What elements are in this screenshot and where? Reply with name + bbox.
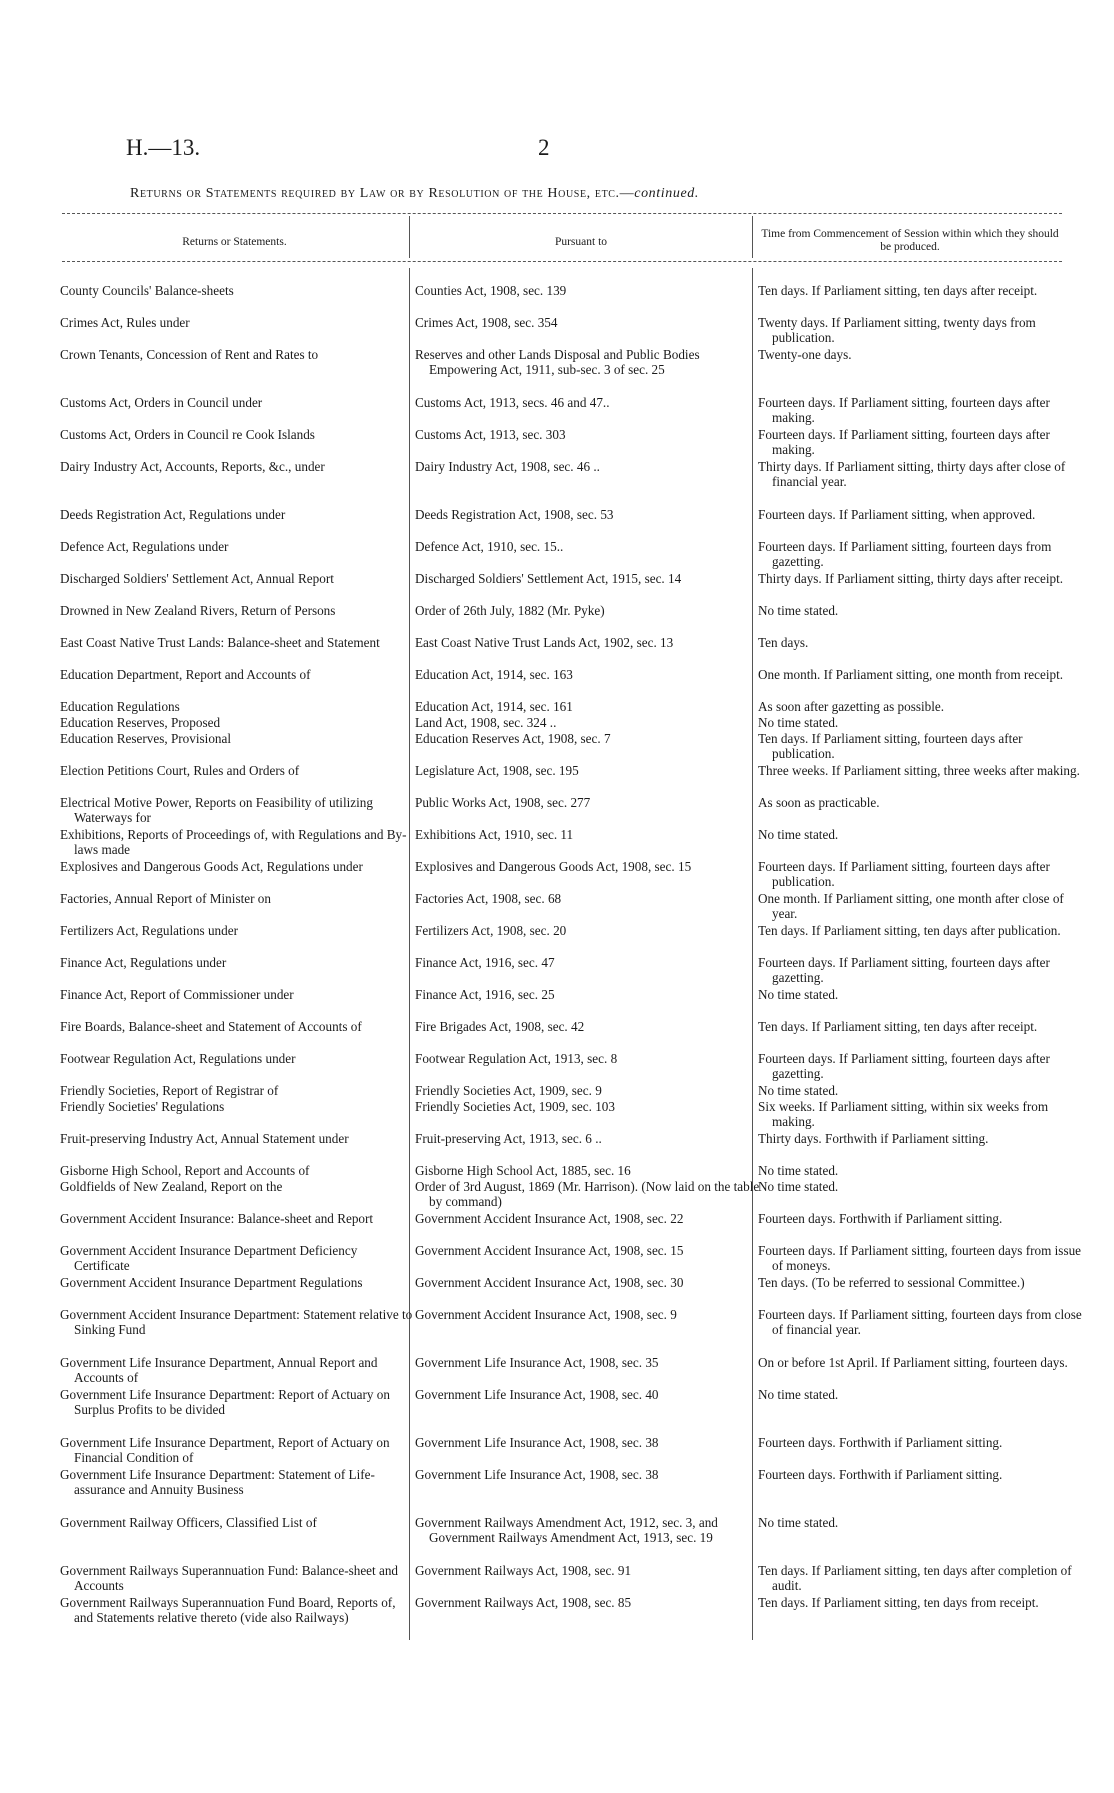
returns-cell bbox=[60, 635, 416, 650]
pursuant-cell bbox=[415, 795, 760, 810]
time-cell bbox=[758, 1131, 1084, 1146]
returns-cell-text: Defence Act, Regulations under bbox=[60, 539, 229, 554]
pursuant-cell-text: Order of 3rd August, 1869 (Mr. Harrison). (Now laid on the table by command) bbox=[415, 1179, 760, 1210]
time-cell-text: As soon as practicable. bbox=[758, 795, 880, 810]
pursuant-cell-text: Fire Brigades Act, 1908, sec. 42 bbox=[415, 1019, 585, 1034]
time-cell bbox=[758, 715, 1084, 730]
time-cell-text: Fourteen days. Forthwith if Parliament sitting. bbox=[758, 1435, 1003, 1450]
pursuant-cell-text: Finance Act, 1916, sec. 25 bbox=[415, 987, 555, 1002]
time-cell-text: Ten days. If Parliament sitting, ten days after receipt. bbox=[758, 1019, 1038, 1034]
time-cell-text: Twenty days. If Parliament sitting, twenty days from publication. bbox=[758, 315, 1036, 346]
time-cell-text: Fourteen days. If Parliament sitting, fourteen days after gazetting. bbox=[758, 1051, 1050, 1082]
pursuant-cell bbox=[415, 1355, 760, 1370]
pursuant-cell-text: Dairy Industry Act, 1908, sec. 46 .. bbox=[415, 459, 600, 474]
returns-cell-text: Election Petitions Court, Rules and Orders of bbox=[60, 763, 300, 778]
time-cell-text: Fourteen days. If Parliament sitting, fourteen days from gazetting. bbox=[758, 539, 1052, 570]
returns-cell bbox=[60, 923, 416, 938]
pursuant-cell bbox=[415, 1307, 760, 1322]
pursuant-cell bbox=[415, 1563, 760, 1578]
time-cell-text: No time stated. bbox=[758, 827, 839, 842]
returns-cell bbox=[60, 395, 416, 410]
pursuant-cell bbox=[415, 1163, 760, 1178]
returns-cell-text: Government Life Insurance Department, Annual Report and Accounts of bbox=[60, 1355, 378, 1386]
pursuant-cell bbox=[415, 507, 760, 522]
time-cell-text: Fourteen days. If Parliament sitting, fourteen days after gazetting. bbox=[758, 955, 1050, 986]
returns-cell bbox=[60, 1307, 416, 1338]
pursuant-cell bbox=[415, 1019, 760, 1034]
pursuant-cell-text: Public Works Act, 1908, sec. 277 bbox=[415, 795, 591, 810]
column-divider bbox=[409, 216, 410, 258]
page-title bbox=[130, 186, 699, 202]
time-cell bbox=[758, 859, 1084, 890]
time-cell-text: One month. If Parliament sitting, one month from receipt. bbox=[758, 667, 1064, 682]
pursuant-cell-text: Fertilizers Act, 1908, sec. 20 bbox=[415, 923, 567, 938]
pursuant-cell-text: Government Accident Insurance Act, 1908, sec. 15 bbox=[415, 1243, 684, 1258]
time-cell bbox=[758, 923, 1084, 938]
time-cell-text: As soon after gazetting as possible. bbox=[758, 699, 945, 714]
time-cell-text: Thirty days. If Parliament sitting, thirty days after close of financial year. bbox=[758, 459, 1066, 490]
pursuant-cell bbox=[415, 667, 760, 682]
returns-cell bbox=[60, 827, 416, 858]
pursuant-cell-text: Education Act, 1914, sec. 163 bbox=[415, 667, 573, 682]
pursuant-cell bbox=[415, 283, 760, 298]
returns-cell bbox=[60, 1563, 416, 1594]
pursuant-cell-text: Footwear Regulation Act, 1913, sec. 8 bbox=[415, 1051, 618, 1066]
time-cell-text: Fourteen days. Forthwith if Parliament sitting. bbox=[758, 1467, 1003, 1482]
pursuant-cell bbox=[415, 731, 760, 746]
document-reference: H.—13. bbox=[126, 135, 201, 160]
returns-cell-text: Government Railways Superannuation Fund Board, Reports of, and Statements relative thereto (vide also Railways) bbox=[60, 1595, 396, 1626]
pursuant-cell-text: Gisborne High School Act, 1885, sec. 16 bbox=[415, 1163, 631, 1178]
time-cell bbox=[758, 1163, 1084, 1178]
time-cell-text: Fourteen days. If Parliament sitting, fourteen days after making. bbox=[758, 427, 1050, 458]
returns-cell-text: East Coast Native Trust Lands: Balance-sheet and Statement bbox=[60, 635, 380, 650]
pursuant-cell-text: Exhibitions Act, 1910, sec. 11 bbox=[415, 827, 574, 842]
returns-cell-text: Education Reserves, Proposed bbox=[60, 715, 221, 730]
returns-cell-text: Fertilizers Act, Regulations under bbox=[60, 923, 238, 938]
returns-cell-text: Electrical Motive Power, Reports on Feasibility of utilizing Waterways for bbox=[60, 795, 373, 826]
time-cell bbox=[758, 1387, 1084, 1402]
returns-cell bbox=[60, 1083, 416, 1098]
returns-cell bbox=[60, 1275, 416, 1290]
returns-cell-text: Discharged Soldiers' Settlement Act, Annual Report bbox=[60, 571, 334, 586]
returns-cell bbox=[60, 1019, 416, 1034]
time-cell-text: No time stated. bbox=[758, 603, 839, 618]
time-cell bbox=[758, 1275, 1084, 1290]
returns-cell bbox=[60, 859, 416, 874]
returns-cell bbox=[60, 1467, 416, 1498]
time-cell-text: Fourteen days. Forthwith if Parliament sitting. bbox=[758, 1211, 1003, 1226]
time-cell bbox=[758, 1563, 1084, 1594]
pursuant-cell-text: Defence Act, 1910, sec. 15.. bbox=[415, 539, 564, 554]
returns-cell-text: Exhibitions, Reports of Proceedings of, with Regulations and By-laws made bbox=[60, 827, 407, 858]
pursuant-cell bbox=[415, 1275, 760, 1290]
time-cell bbox=[758, 1435, 1084, 1450]
returns-cell-text: Education Regulations bbox=[60, 699, 180, 714]
time-cell bbox=[758, 1099, 1084, 1130]
time-cell bbox=[758, 283, 1084, 298]
returns-cell bbox=[60, 1179, 416, 1194]
pursuant-cell-text: Government Accident Insurance Act, 1908, sec. 9 bbox=[415, 1307, 677, 1322]
header-top-rule bbox=[62, 213, 1062, 214]
returns-cell bbox=[60, 283, 416, 298]
pursuant-cell bbox=[415, 1387, 760, 1402]
time-cell bbox=[758, 1179, 1084, 1194]
returns-cell-text: Education Reserves, Provisional bbox=[60, 731, 232, 746]
pursuant-cell-text: Government Railways Act, 1908, sec. 85 bbox=[415, 1595, 632, 1610]
returns-cell bbox=[60, 1387, 416, 1418]
time-cell bbox=[758, 395, 1084, 426]
column-divider bbox=[752, 216, 753, 258]
pursuant-cell bbox=[415, 635, 760, 650]
time-cell bbox=[758, 699, 1084, 714]
time-cell bbox=[758, 1355, 1084, 1370]
pursuant-cell bbox=[415, 571, 760, 586]
pursuant-cell-text: Explosives and Dangerous Goods Act, 1908, sec. 15 bbox=[415, 859, 692, 874]
time-cell bbox=[758, 1211, 1084, 1226]
time-cell-text: Thirty days. If Parliament sitting, thirty days after receipt. bbox=[758, 571, 1064, 586]
returns-cell-text: Fruit-preserving Industry Act, Annual Statement under bbox=[60, 1131, 349, 1146]
title-text: Returns or Statements required by Law or by Resolution of the House, etc.— bbox=[130, 186, 635, 201]
time-cell-text: No time stated. bbox=[758, 1163, 839, 1178]
returns-cell-text: Education Department, Report and Accounts of bbox=[60, 667, 311, 682]
returns-cell-text: Customs Act, Orders in Council under bbox=[60, 395, 263, 410]
time-cell bbox=[758, 347, 1084, 362]
pursuant-cell-text: Crimes Act, 1908, sec. 354 bbox=[415, 315, 558, 330]
returns-cell bbox=[60, 955, 416, 970]
pursuant-cell-text: Government Accident Insurance Act, 1908, sec. 30 bbox=[415, 1275, 684, 1290]
returns-cell bbox=[60, 1355, 416, 1386]
returns-cell bbox=[60, 539, 416, 554]
time-cell bbox=[758, 763, 1084, 778]
time-cell-text: Twenty-one days. bbox=[758, 347, 852, 362]
time-cell-text: Three weeks. If Parliament sitting, three weeks after making. bbox=[758, 763, 1080, 778]
pursuant-cell-text: Factories Act, 1908, sec. 68 bbox=[415, 891, 562, 906]
returns-cell-text: Government Accident Insurance: Balance-sheet and Report bbox=[60, 1211, 374, 1226]
returns-cell-text: Crimes Act, Rules under bbox=[60, 315, 190, 330]
returns-cell-text: Crown Tenants, Concession of Rent and Rates to bbox=[60, 347, 319, 362]
returns-cell bbox=[60, 715, 416, 730]
returns-cell-text: Footwear Regulation Act, Regulations under bbox=[60, 1051, 296, 1066]
time-cell-text: No time stated. bbox=[758, 1083, 839, 1098]
returns-cell-text: Explosives and Dangerous Goods Act, Regulations under bbox=[60, 859, 363, 874]
pursuant-cell bbox=[415, 395, 760, 410]
pursuant-cell bbox=[415, 955, 760, 970]
pursuant-cell bbox=[415, 1099, 760, 1114]
returns-cell bbox=[60, 571, 416, 586]
returns-cell-text: Government Railway Officers, Classified List of bbox=[60, 1515, 317, 1530]
time-cell bbox=[758, 667, 1084, 682]
pursuant-cell bbox=[415, 315, 760, 330]
returns-cell-text: Customs Act, Orders in Council re Cook Islands bbox=[60, 427, 315, 442]
time-cell-text: Ten days. (To be referred to sessional Committee.) bbox=[758, 1275, 1025, 1290]
pursuant-cell bbox=[415, 699, 760, 714]
returns-cell bbox=[60, 667, 416, 682]
time-cell bbox=[758, 603, 1084, 618]
time-cell bbox=[758, 507, 1084, 522]
time-cell bbox=[758, 1467, 1084, 1482]
pursuant-cell bbox=[415, 1083, 760, 1098]
pursuant-cell-text: East Coast Native Trust Lands Act, 1902, sec. 13 bbox=[415, 635, 674, 650]
time-cell bbox=[758, 1515, 1084, 1530]
returns-cell bbox=[60, 763, 416, 778]
time-cell-text: No time stated. bbox=[758, 1387, 839, 1402]
returns-cell-text: Gisborne High School, Report and Accounts of bbox=[60, 1163, 310, 1178]
pursuant-cell bbox=[415, 1179, 760, 1210]
pursuant-cell bbox=[415, 1243, 760, 1258]
time-cell-text: Ten days. If Parliament sitting, ten days after publication. bbox=[758, 923, 1061, 938]
time-cell bbox=[758, 635, 1084, 650]
pursuant-cell-text: Deeds Registration Act, 1908, sec. 53 bbox=[415, 507, 614, 522]
time-cell bbox=[758, 1083, 1084, 1098]
column-header-pursuant: Pursuant to bbox=[554, 236, 608, 248]
pursuant-cell bbox=[415, 923, 760, 938]
title-continued: continued. bbox=[634, 186, 699, 201]
pursuant-cell-text: Legislature Act, 1908, sec. 195 bbox=[415, 763, 579, 778]
time-cell-text: Ten days. If Parliament sitting, ten days after completion of audit. bbox=[758, 1563, 1072, 1594]
time-cell-text: Fourteen days. If Parliament sitting, fourteen days after making. bbox=[758, 395, 1050, 426]
time-cell bbox=[758, 1243, 1084, 1274]
returns-cell-text: Dairy Industry Act, Accounts, Reports, &c., under bbox=[60, 459, 325, 474]
time-cell bbox=[758, 827, 1084, 842]
returns-cell bbox=[60, 1099, 416, 1114]
returns-cell-text: Drowned in New Zealand Rivers, Return of Persons bbox=[60, 603, 336, 618]
pursuant-cell bbox=[415, 859, 760, 874]
time-cell-text: Ten days. If Parliament sitting, ten days from receipt. bbox=[758, 1595, 1039, 1610]
returns-cell bbox=[60, 1163, 416, 1178]
pursuant-cell-text: Reserves and other Lands Disposal and Public Bodies Empowering Act, 1911, sub-sec. 3 of sec. 25 bbox=[415, 347, 700, 378]
time-cell-text: No time stated. bbox=[758, 715, 839, 730]
time-cell bbox=[758, 1595, 1084, 1610]
returns-cell bbox=[60, 1243, 416, 1274]
returns-cell-text: Government Life Insurance Department: Report of Actuary on Surplus Profits to be divided bbox=[60, 1387, 390, 1418]
time-cell bbox=[758, 571, 1084, 586]
returns-cell bbox=[60, 1515, 416, 1530]
returns-cell-text: Government Railways Superannuation Fund: Balance-sheet and Accounts bbox=[60, 1563, 399, 1594]
pursuant-cell-text: Counties Act, 1908, sec. 139 bbox=[415, 283, 567, 298]
pursuant-cell-text: Government Life Insurance Act, 1908, sec. 38 bbox=[415, 1467, 659, 1482]
time-cell bbox=[758, 955, 1084, 986]
pursuant-cell-text: Government Railways Act, 1908, sec. 91 bbox=[415, 1563, 632, 1578]
pursuant-cell-text: Fruit-preserving Act, 1913, sec. 6 .. bbox=[415, 1131, 602, 1146]
returns-cell bbox=[60, 507, 416, 522]
pursuant-cell bbox=[415, 539, 760, 554]
time-cell bbox=[758, 1051, 1084, 1082]
returns-cell bbox=[60, 603, 416, 618]
pursuant-cell bbox=[415, 1467, 760, 1482]
time-cell-text: Fourteen days. If Parliament sitting, fourteen days from issue of moneys. bbox=[758, 1243, 1082, 1274]
pursuant-cell-text: Government Life Insurance Act, 1908, sec. 40 bbox=[415, 1387, 659, 1402]
time-cell-text: Fourteen days. If Parliament sitting, fourteen days after publication. bbox=[758, 859, 1050, 890]
returns-cell bbox=[60, 891, 416, 906]
pursuant-cell bbox=[415, 1211, 760, 1226]
column-header-time: Time from Commencement of Session within which they should be produced. bbox=[761, 228, 1059, 253]
returns-cell bbox=[60, 427, 416, 442]
returns-cell-text: Friendly Societies, Report of Registrar of bbox=[60, 1083, 279, 1098]
time-cell bbox=[758, 1307, 1084, 1338]
returns-cell-text: County Councils' Balance-sheets bbox=[60, 283, 234, 298]
pursuant-cell-text: Customs Act, 1913, secs. 46 and 47.. bbox=[415, 395, 610, 410]
returns-cell-text: Goldfields of New Zealand, Report on the bbox=[60, 1179, 283, 1194]
pursuant-cell-text: Government Life Insurance Act, 1908, sec. 35 bbox=[415, 1355, 659, 1370]
pursuant-cell-text: Friendly Societies Act, 1909, sec. 103 bbox=[415, 1099, 615, 1114]
pursuant-cell-text: Discharged Soldiers' Settlement Act, 1915, sec. 14 bbox=[415, 571, 682, 586]
pursuant-cell bbox=[415, 715, 760, 730]
time-cell-text: One month. If Parliament sitting, one month after close of year. bbox=[758, 891, 1064, 922]
time-cell bbox=[758, 459, 1084, 490]
pursuant-cell-text: Government Railways Amendment Act, 1912, sec. 3, and Government Railways Amendment Act, 1913, sec. 19 bbox=[415, 1515, 718, 1546]
returns-cell-text: Government Accident Insurance Department Regulations bbox=[60, 1275, 363, 1290]
time-cell-text: Fourteen days. If Parliament sitting, fourteen days from close of financial year. bbox=[758, 1307, 1082, 1338]
returns-cell-text: Government Life Insurance Department: Statement of Life-assurance and Annuity Business bbox=[60, 1467, 375, 1498]
time-cell-text: No time stated. bbox=[758, 1179, 839, 1194]
returns-cell bbox=[60, 795, 416, 826]
time-cell-text: No time stated. bbox=[758, 1515, 839, 1530]
time-cell-text: On or before 1st April. If Parliament sitting, fourteen days. bbox=[758, 1355, 1068, 1370]
time-cell bbox=[758, 891, 1084, 922]
pursuant-cell-text: Finance Act, 1916, sec. 47 bbox=[415, 955, 555, 970]
returns-cell bbox=[60, 1211, 416, 1226]
pursuant-cell bbox=[415, 1051, 760, 1066]
pursuant-cell bbox=[415, 763, 760, 778]
time-cell bbox=[758, 427, 1084, 458]
pursuant-cell bbox=[415, 1515, 760, 1546]
returns-cell bbox=[60, 1435, 416, 1466]
pursuant-cell-text: Friendly Societies Act, 1909, sec. 9 bbox=[415, 1083, 602, 1098]
time-cell bbox=[758, 315, 1084, 346]
returns-cell-text: Government Accident Insurance Department Deficiency Certificate bbox=[60, 1243, 358, 1274]
pursuant-cell bbox=[415, 1435, 760, 1450]
pursuant-cell-text: Government Accident Insurance Act, 1908, sec. 22 bbox=[415, 1211, 684, 1226]
pursuant-cell bbox=[415, 891, 760, 906]
pursuant-cell-text: Order of 26th July, 1882 (Mr. Pyke) bbox=[415, 603, 605, 618]
returns-cell bbox=[60, 1595, 416, 1626]
pursuant-cell-text: Government Life Insurance Act, 1908, sec. 38 bbox=[415, 1435, 659, 1450]
header-bottom-rule bbox=[62, 261, 1062, 262]
time-cell bbox=[758, 1019, 1084, 1034]
time-cell-text: No time stated. bbox=[758, 987, 839, 1002]
column-header-returns: Returns or Statements. bbox=[182, 236, 287, 248]
pursuant-cell bbox=[415, 1595, 760, 1610]
pursuant-cell bbox=[415, 987, 760, 1002]
page-number: 2 bbox=[538, 135, 550, 160]
returns-cell-text: Finance Act, Report of Commissioner under bbox=[60, 987, 294, 1002]
pursuant-cell bbox=[415, 1131, 760, 1146]
pursuant-cell bbox=[415, 459, 760, 474]
pursuant-cell-text: Education Act, 1914, sec. 161 bbox=[415, 699, 573, 714]
pursuant-cell bbox=[415, 827, 760, 842]
time-cell-text: Fourteen days. If Parliament sitting, when approved. bbox=[758, 507, 1036, 522]
returns-cell bbox=[60, 315, 416, 330]
returns-cell bbox=[60, 1051, 416, 1066]
returns-cell bbox=[60, 987, 416, 1002]
pursuant-cell bbox=[415, 427, 760, 442]
returns-cell-text: Government Accident Insurance Department: Statement relative to Sinking Fund bbox=[60, 1307, 413, 1338]
returns-cell bbox=[60, 731, 416, 746]
pursuant-cell-text: Education Reserves Act, 1908, sec. 7 bbox=[415, 731, 611, 746]
time-cell-text: Thirty days. Forthwith if Parliament sitting. bbox=[758, 1131, 989, 1146]
time-cell bbox=[758, 795, 1084, 810]
time-cell-text: Ten days. bbox=[758, 635, 809, 650]
pursuant-cell-text: Customs Act, 1913, sec. 303 bbox=[415, 427, 566, 442]
returns-cell-text: Finance Act, Regulations under bbox=[60, 955, 227, 970]
returns-cell-text: Government Life Insurance Department, Report of Actuary on Financial Condition of bbox=[60, 1435, 390, 1466]
time-cell bbox=[758, 731, 1084, 762]
time-cell-text: Ten days. If Parliament sitting, ten days after receipt. bbox=[758, 283, 1038, 298]
returns-cell-text: Fire Boards, Balance-sheet and Statement of Accounts of bbox=[60, 1019, 362, 1034]
pursuant-cell bbox=[415, 603, 760, 618]
returns-cell bbox=[60, 347, 416, 362]
returns-cell bbox=[60, 1131, 416, 1146]
returns-cell bbox=[60, 459, 416, 474]
pursuant-cell-text: Land Act, 1908, sec. 324 .. bbox=[415, 715, 557, 730]
time-cell-text: Ten days. If Parliament sitting, fourteen days after publication. bbox=[758, 731, 1023, 762]
returns-cell-text: Friendly Societies' Regulations bbox=[60, 1099, 225, 1114]
returns-cell bbox=[60, 699, 416, 714]
returns-cell-text: Deeds Registration Act, Regulations under bbox=[60, 507, 286, 522]
time-cell bbox=[758, 987, 1084, 1002]
returns-cell-text: Factories, Annual Report of Minister on bbox=[60, 891, 271, 906]
time-cell bbox=[758, 539, 1084, 570]
pursuant-cell bbox=[415, 347, 760, 378]
time-cell-text: Six weeks. If Parliament sitting, within six weeks from making. bbox=[758, 1099, 1049, 1130]
